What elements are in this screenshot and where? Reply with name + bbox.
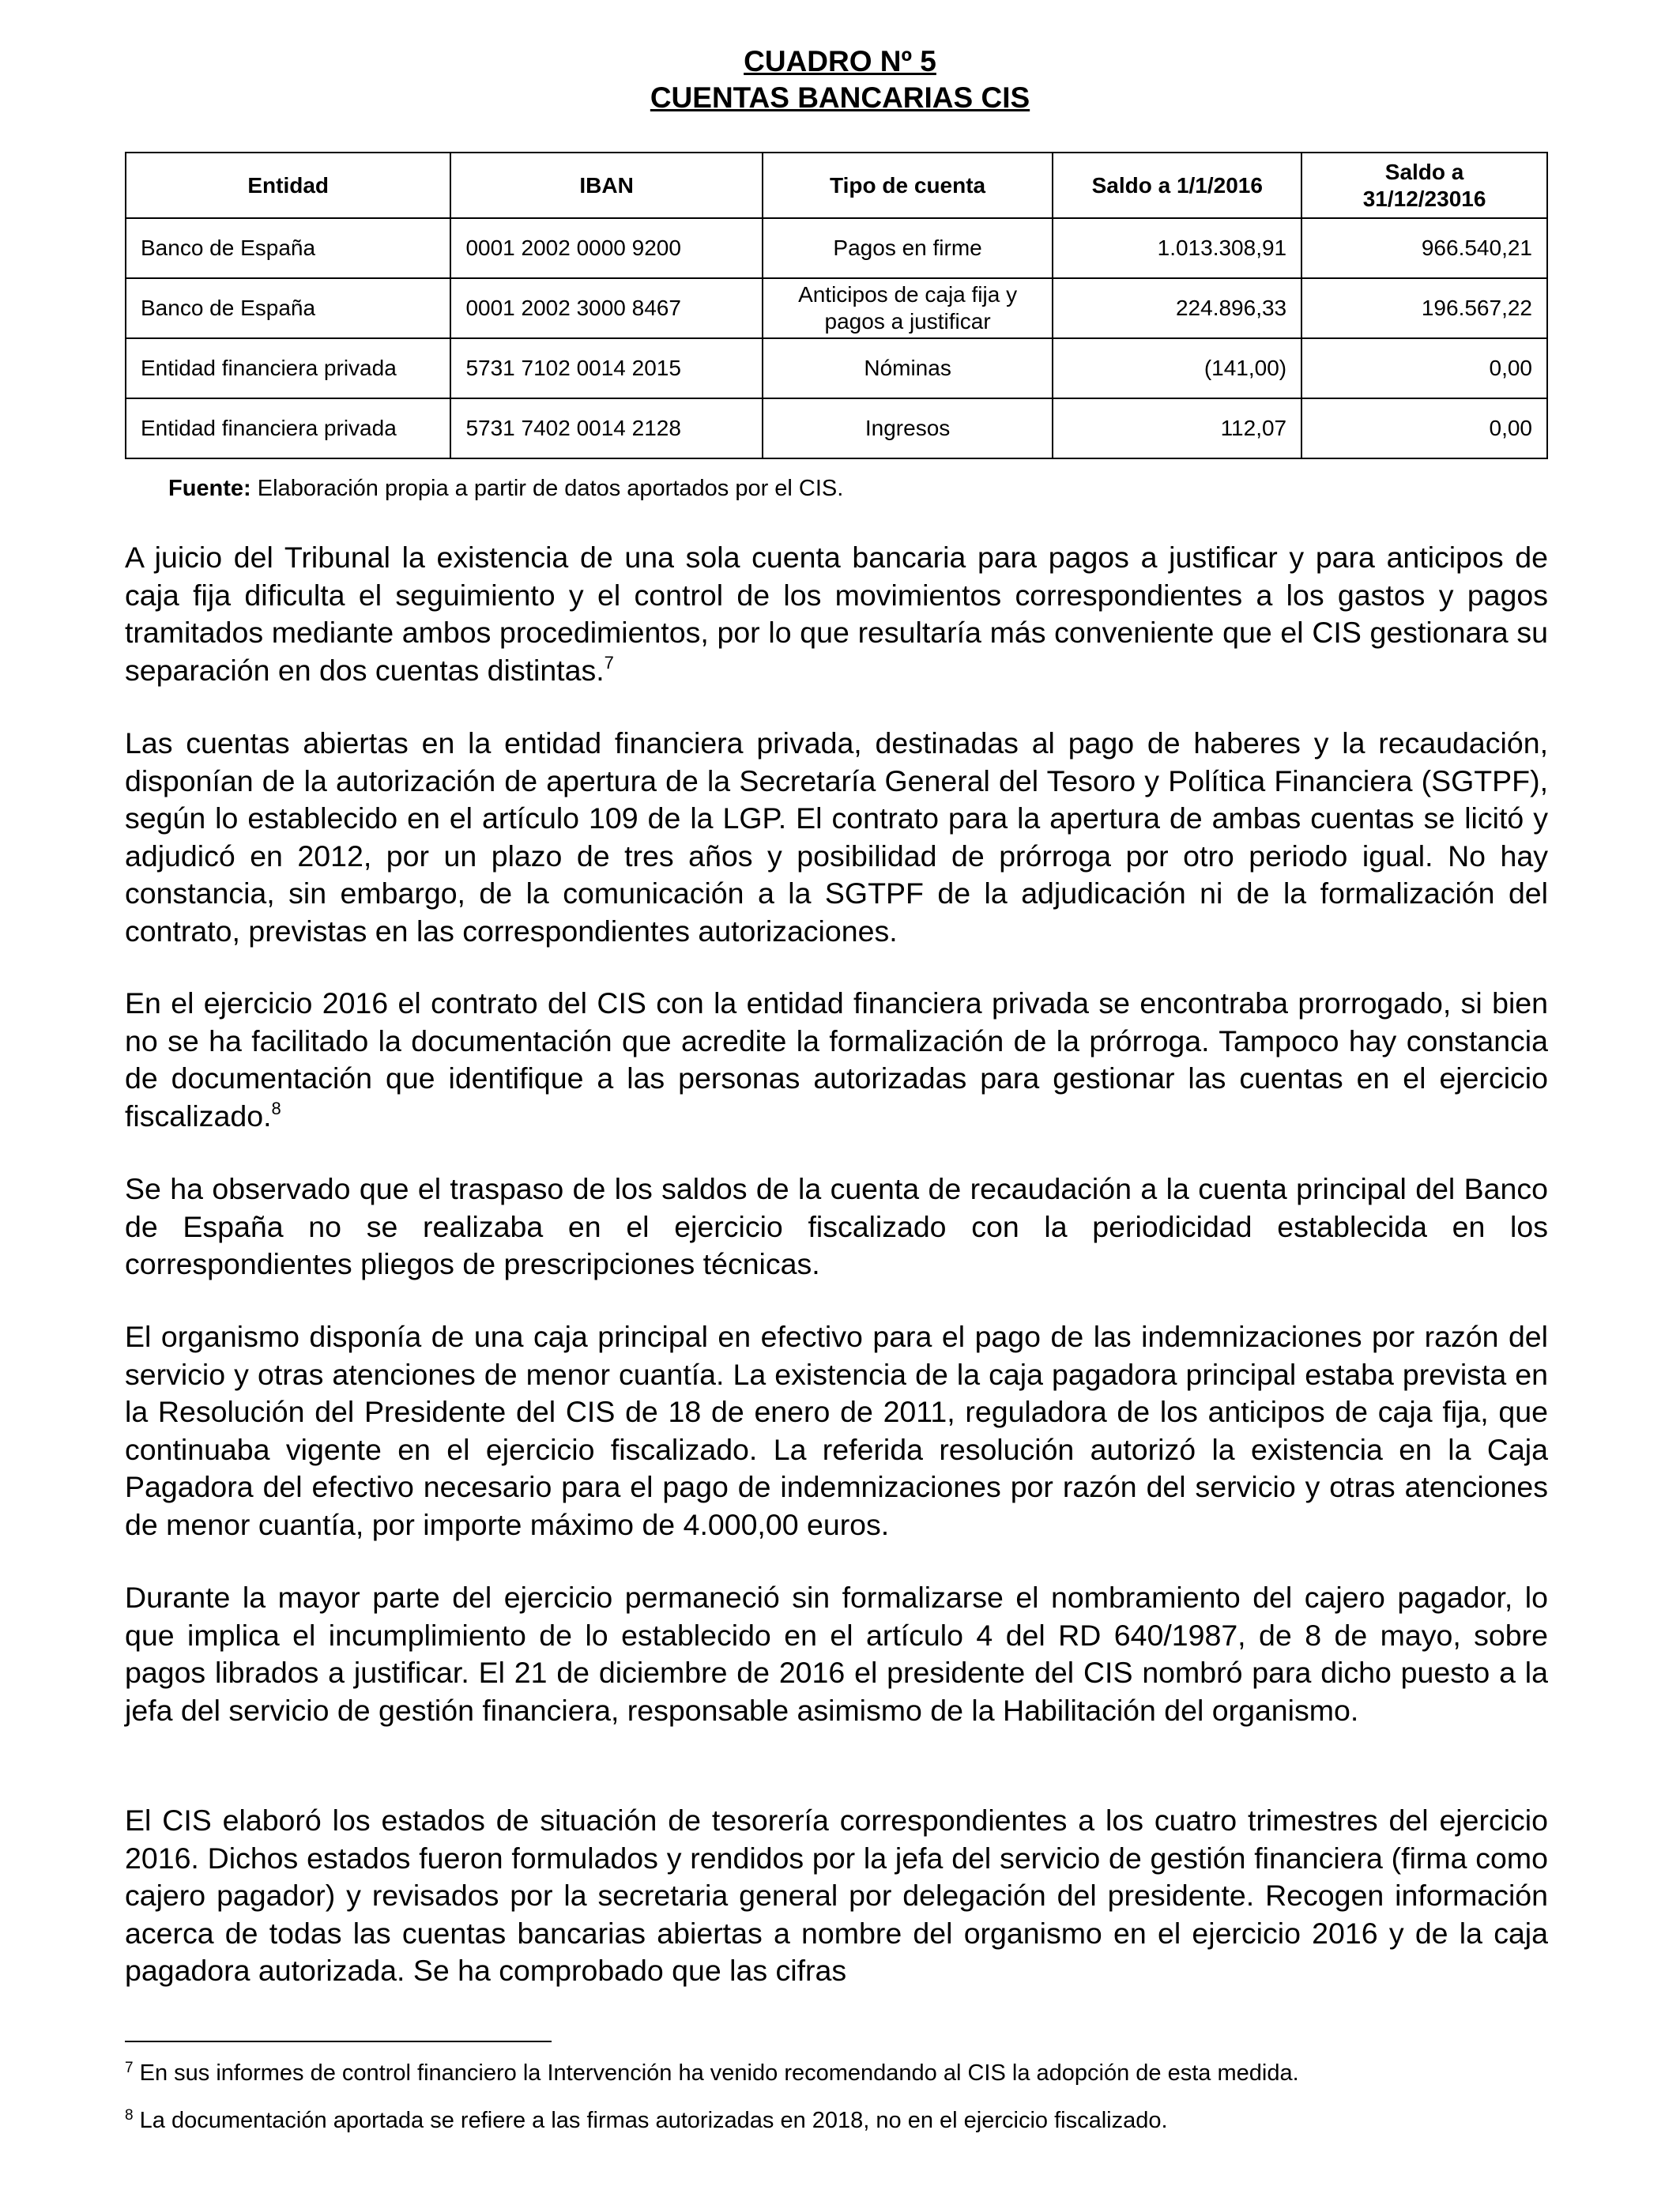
footnote xyxy=(125,2059,1548,2087)
cell-saldo-final: 0,00 xyxy=(1301,338,1547,398)
footnote xyxy=(125,2106,1548,2135)
footnote-text: La documentación aportada se refiere a las firmas autorizadas en 2018, no en el ejercicio fiscalizado. xyxy=(133,2108,1168,2133)
paragraph-text: Se ha observado que el traspaso de los saldos de la cuenta de recaudación a la cuenta principal del Banco de España no se realizaba en el ejercicio fiscalizado con la periodicidad establecida en los correspondientes pliegos de prescripciones técnicas. xyxy=(125,1172,1548,1280)
table-row xyxy=(126,278,1547,338)
cell-entidad: Entidad financiera privada xyxy=(126,398,450,458)
table-number-title: CUADRO Nº 5 xyxy=(744,45,936,77)
column-header-iban: IBAN xyxy=(450,153,762,218)
cell-saldo-final: 0,00 xyxy=(1301,398,1547,458)
table-row xyxy=(126,398,1547,458)
cell-entidad: Entidad financiera privada xyxy=(126,338,450,398)
column-header-saldo-final: Saldo a 31/12/23016 xyxy=(1301,153,1547,218)
paragraph xyxy=(125,1579,1548,1729)
cell-entidad: Banco de España xyxy=(126,278,450,338)
cell-iban: 0001 2002 0000 9200 xyxy=(450,218,762,278)
paragraph-text: Durante la mayor parte del ejercicio permaneció sin formalizarse el nombramiento del cajero pagador, lo que implica el incumplimiento de lo establecido en el artículo 4 del RD 640/1987, de 8 de mayo, sobre pagos librados a justificar. El 21 de diciembre de 2016 el presidente del CIS nombró para dicho puesto a la jefa del servicio de gestión financiera, responsable asimismo de la Habilitación del organismo. xyxy=(125,1581,1548,1727)
paragraph-text: En el ejercicio 2016 el contrato del CIS con la entidad financiera privada se encontraba prorrogado, si bien no se ha facilitado la documentación que acredite la formalización de la prórroga. Tampoco hay constancia de documentación que identifique a las personas autorizadas para gestionar las cuentas en el ejercicio fiscalizado. xyxy=(125,986,1548,1133)
source-text: Elaboración propia a partir de datos aportados por el CIS. xyxy=(250,476,844,501)
cell-saldo-inicial: 112,07 xyxy=(1053,398,1301,458)
cell-tipo-cuenta: Nóminas xyxy=(763,338,1053,398)
table-source-note xyxy=(168,474,843,503)
cell-iban: 5731 7102 0014 2015 xyxy=(450,338,762,398)
source-label: Fuente: xyxy=(168,476,251,501)
cell-tipo-cuenta: Anticipos de caja fija y pagos a justificar xyxy=(763,278,1053,338)
paragraph xyxy=(125,725,1548,950)
footnote-separator xyxy=(125,2041,552,2042)
footnote-reference[interactable]: 7 xyxy=(604,652,614,673)
paragraph-text: Las cuentas abiertas en la entidad financiera privada, destinadas al pago de haberes y la recaudación, disponían de la autorización de apertura de la Secretaría General del Tesoro y Política Financiera (SGTPF), según lo establecido en el artículo 109 de la LGP. El contrato para la apertura de ambas cuentas se licitó y adjudicó en 2012, por un plazo de tres años y posibilidad de prórroga por otro periodo igual. No hay constancia, sin embargo, de la comunicación a la SGTPF de la adjudicación ni de la formalización del contrato, previstas en las correspondientes autorizaciones. xyxy=(125,726,1548,948)
cell-saldo-final: 966.540,21 xyxy=(1301,218,1547,278)
paragraph-text: El CIS elaboró los estados de situación de tesorería correspondientes a los cuatro trimestres del ejercicio 2016. Dichos estados fueron formulados y rendidos por la jefa del servicio de gestión financiera (firma como cajero pagador) y revisados por la secretaria general por delegación del presidente. Recogen información acerca de todas las cuentas bancarias abiertas a nombre del organismo en el ejercicio 2016 y de la caja pagadora autorizada. Se ha comprobado que las cifras xyxy=(125,1804,1548,1987)
cell-iban: 0001 2002 3000 8467 xyxy=(450,278,762,338)
footnote-mark: 8 xyxy=(125,2107,134,2124)
paragraph-text: A juicio del Tribunal la existencia de una sola cuenta bancaria para pagos a justificar y para anticipos de caja fija dificulta el seguimiento y el control de los movimientos correspondientes a los gastos y pagos tramitados mediante ambos procedimientos, por lo que resultaría más conveniente que el CIS gestionara su separación en dos cuentas distintas. xyxy=(125,541,1548,687)
paragraph-text: El organismo disponía de una caja principal en efectivo para el pago de las indemnizaciones por razón del servicio y otras atenciones de menor cuantía. La existencia de la caja pagadora principal estaba prevista en la Resolución del Presidente del CIS de 18 de enero de 2011, reguladora de los anticipos de caja fija, que continuaba vigente en el ejercicio fiscalizado. La referida resolución autorizó la existencia en la Caja Pagadora del efectivo necesario para el pago de indemnizaciones por razón del servicio y otras atenciones de menor cuantía, por importe máximo de 4.000,00 euros. xyxy=(125,1320,1548,1541)
paragraph xyxy=(125,985,1548,1135)
cell-saldo-final: 196.567,22 xyxy=(1301,278,1547,338)
paragraph xyxy=(125,1802,1548,1990)
table-row xyxy=(126,218,1547,278)
cell-tipo-cuenta: Ingresos xyxy=(763,398,1053,458)
footnote-reference[interactable]: 8 xyxy=(271,1098,281,1118)
bank-accounts-table xyxy=(125,152,1548,459)
cell-entidad: Banco de España xyxy=(126,218,450,278)
cell-saldo-inicial: 224.896,33 xyxy=(1053,278,1301,338)
table-header-row xyxy=(126,153,1547,218)
paragraph xyxy=(125,1318,1548,1544)
table-row xyxy=(126,338,1547,398)
column-header-entidad: Entidad xyxy=(126,153,450,218)
cell-iban: 5731 7402 0014 2128 xyxy=(450,398,762,458)
footnote-mark: 7 xyxy=(125,2060,134,2076)
cell-tipo-cuenta: Pagos en firme xyxy=(763,218,1053,278)
column-header-saldo-inicial: Saldo a 1/1/2016 xyxy=(1053,153,1301,218)
paragraph xyxy=(125,1171,1548,1284)
footnote-text: En sus informes de control financiero la Intervención ha venido recomendando al CIS la adopción de esta medida. xyxy=(133,2060,1299,2086)
cell-saldo-inicial: (141,00) xyxy=(1053,338,1301,398)
table-caption-title: CUENTAS BANCARIAS CIS xyxy=(650,81,1030,114)
cell-saldo-inicial: 1.013.308,91 xyxy=(1053,218,1301,278)
column-header-tipo-cuenta: Tipo de cuenta xyxy=(763,153,1053,218)
paragraph xyxy=(125,539,1548,689)
